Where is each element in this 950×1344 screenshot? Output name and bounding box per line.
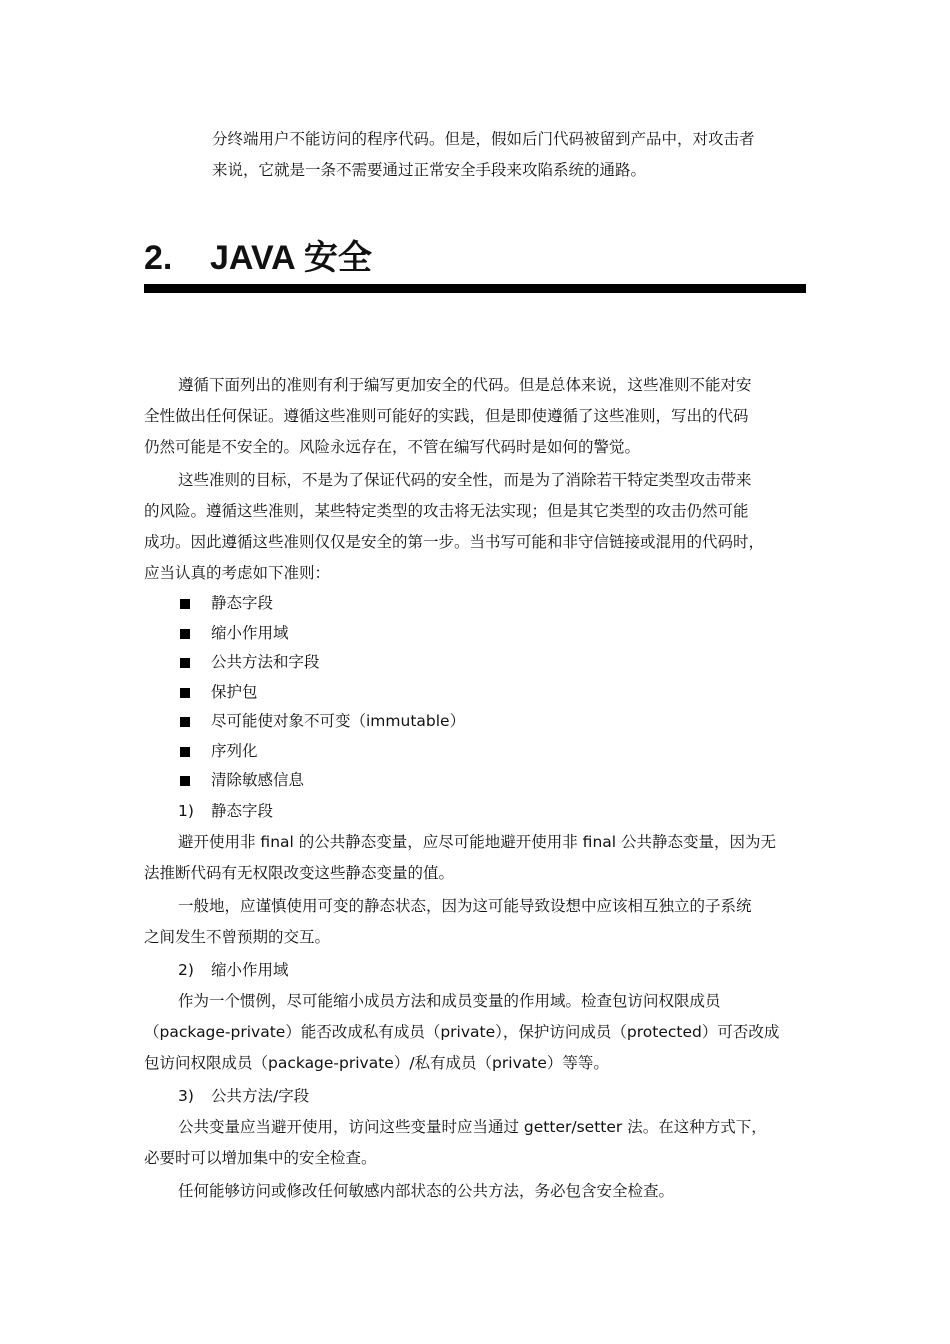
- square-bullet-icon: [180, 658, 190, 668]
- text-line: 全性做出任何保证。遵循这些准则可能好的实践，但是即使遵循了这些准则，写出的代码: [144, 407, 749, 425]
- section-number: 2.: [144, 239, 173, 277]
- subsection-heading: [144, 955, 806, 986]
- list-item-label: 序列化: [211, 741, 258, 760]
- text-line: 之间发生不曾预期的交互。: [144, 927, 331, 946]
- subsection-number: 1): [178, 801, 194, 820]
- paragraph: [144, 891, 806, 953]
- section-heading: [144, 234, 806, 282]
- square-bullet-icon: [180, 688, 190, 698]
- text-line: 任何能够访问或修改任何敏感内部状态的公共方法，务必包含安全检查。: [178, 1181, 675, 1200]
- list-item-label: 静态字段: [211, 594, 274, 612]
- subsection-title: 缩小作用域: [211, 960, 289, 979]
- list-item-label: 公共方法和字段: [211, 653, 320, 671]
- text-line: 来说，它就是一条不需要通过正常安全手段来攻陷系统的通路。: [212, 161, 647, 179]
- text-line: 仍然可能是不安全的。风险永远存在，不管在编写代码时是如何的警觉。: [144, 438, 641, 456]
- square-bullet-icon: [180, 717, 190, 727]
- subsection-heading: [144, 796, 806, 827]
- text-line: 作为一个惯例，尽可能缩小成员方法和成员变量的作用域。检查包访问权限成员: [178, 991, 721, 1010]
- list-item-label: 尽可能使对象不可变（immutable）: [211, 712, 466, 730]
- list-item: [144, 648, 806, 678]
- text-line: 一般地，应谨慎使用可变的静态状态，因为这可能导致设想中应该相互独立的子系统: [178, 896, 752, 915]
- text-line: 这些准则的目标，不是为了保证代码的安全性，而是为了消除若干特定类型攻击带来: [178, 471, 752, 489]
- paragraph-2: [144, 465, 806, 589]
- list-item-label: 保护包: [211, 682, 258, 701]
- text-line: 的风险。遵循这些准则，某些特定类型的攻击将无法实现；但是其它类型的攻击仍然可能: [144, 502, 749, 520]
- text-line: 包访问权限成员（package-private）/私有成员（private）等等。: [144, 1053, 609, 1072]
- paragraph-1: [144, 370, 806, 463]
- list-item: [144, 737, 806, 767]
- subsection-title: 公共方法/字段: [211, 1086, 310, 1105]
- text-line: 应当认真的考虑如下准则：: [144, 564, 331, 582]
- text-line: 公共变量应当避开使用，访问这些变量时应当通过 getter/setter 法。在这种方式下，: [178, 1117, 767, 1136]
- paragraph: [144, 986, 806, 1079]
- subsection-number: 2): [178, 960, 194, 979]
- heading-rule: [144, 284, 806, 293]
- paragraph: [144, 1112, 806, 1174]
- paragraph: [144, 827, 806, 889]
- text-line: （package-private）能否改成私有成员（private），保护访问成员（protected）可否改成: [144, 1022, 780, 1041]
- list-item: [144, 707, 806, 737]
- list-item-label: 清除敏感信息: [211, 771, 305, 789]
- subsection-number: 3): [178, 1086, 194, 1105]
- list-item: [144, 619, 806, 649]
- square-bullet-icon: [180, 776, 190, 786]
- guideline-list: [144, 589, 806, 796]
- text-line: 避开使用非 final 的公共静态变量，应尽可能地避开使用非 final 公共静态变量，因为无: [178, 832, 776, 851]
- text-line: 法推断代码有无权限改变这些静态变量的值。: [144, 863, 455, 882]
- text-line: 遵循下面列出的准则有利于编写更加安全的代码。但是总体来说，这些准则不能对安: [178, 376, 752, 394]
- list-item: [144, 766, 806, 796]
- subsection-heading: [144, 1081, 806, 1112]
- intro-paragraph: [212, 124, 812, 186]
- list-item: [144, 589, 806, 619]
- list-item: [144, 678, 806, 708]
- text-line: 分终端用户不能访问的程序代码。但是，假如后门代码被留到产品中，对攻击者: [212, 130, 755, 148]
- text-line: 成功。因此遵循这些准则仅仅是安全的第一步。当书写可能和非守信链接或混用的代码时，: [144, 533, 765, 551]
- paragraph: [144, 1176, 806, 1207]
- square-bullet-icon: [180, 629, 190, 639]
- section-title: JAVA 安全: [210, 239, 372, 277]
- text-line: 必要时可以增加集中的安全检查。: [144, 1148, 377, 1167]
- section-body: [144, 370, 806, 1207]
- square-bullet-icon: [180, 747, 190, 757]
- subsection-title: 静态字段: [211, 801, 274, 820]
- square-bullet-icon: [180, 599, 190, 609]
- list-item-label: 缩小作用域: [211, 623, 289, 642]
